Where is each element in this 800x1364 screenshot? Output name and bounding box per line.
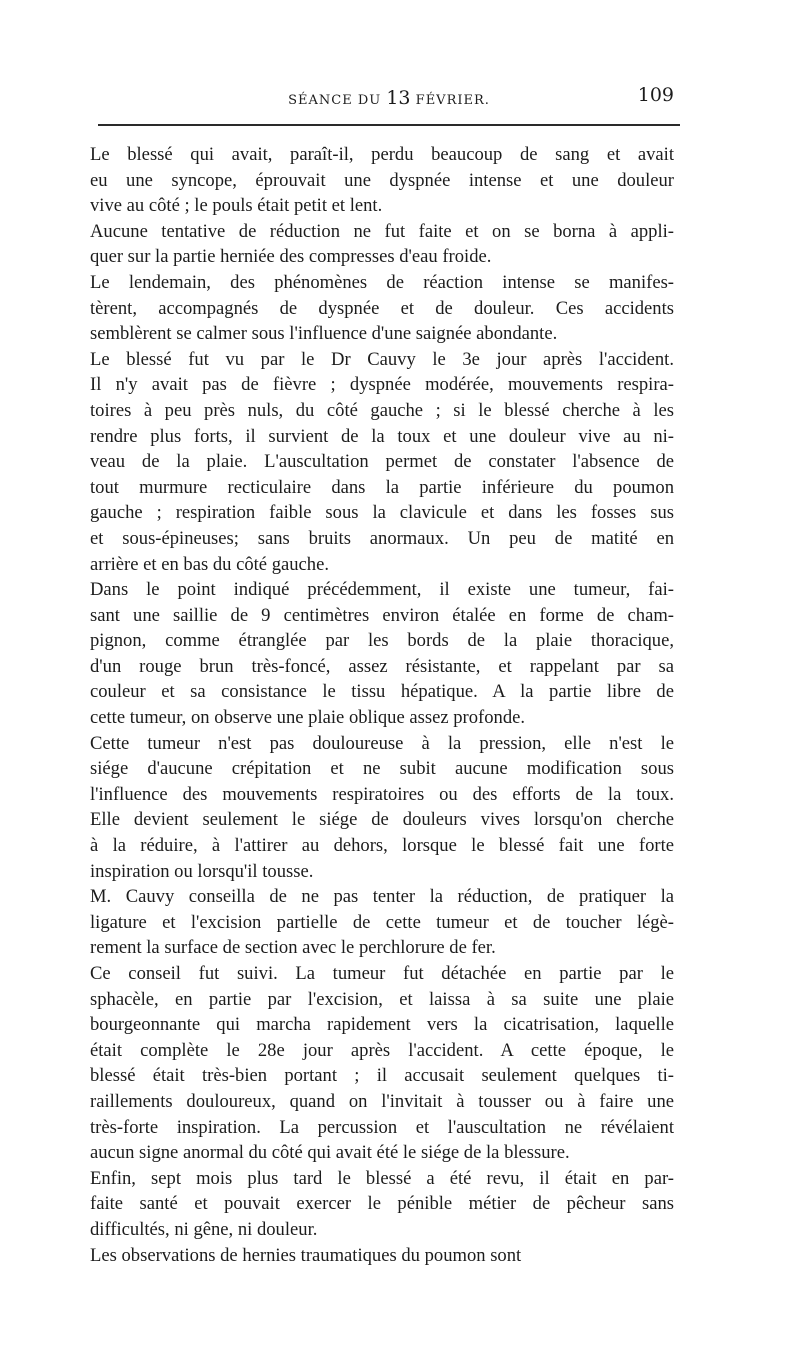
paragraph — [68, 270, 674, 347]
text-line: bourgeonnante qui marcha rapidement vers la cicatrisation, laquelle — [90, 1014, 674, 1036]
paragraph — [68, 142, 674, 219]
text-line: Enfin, sept mois plus tard le blessé a été revu, il était en par- — [90, 1167, 674, 1189]
text-line: et sous-épineuses; sans bruits anormaux. Un peu de matité en — [90, 527, 674, 549]
paragraph — [68, 1166, 674, 1243]
text-line: vive au côté ; le pouls était petit et lent. — [90, 195, 383, 217]
running-title — [98, 87, 680, 109]
page-number: 109 — [637, 84, 674, 106]
text-line: Cette tumeur n'est pas douloureuse à la pression, elle n'est le — [90, 732, 674, 754]
text-line: aucun signe anormal du côté qui avait été le siége de la blessure. — [90, 1142, 570, 1164]
text-line: couleur et sa consistance le tissu hépatique. A la partie libre de — [90, 681, 674, 703]
paragraph — [68, 884, 674, 961]
text-line: M. Cauvy conseilla de ne pas tenter la réduction, de pratiquer la — [90, 886, 674, 908]
paragraph — [68, 219, 674, 270]
text-line: l'influence des mouvements respiratoires ou des efforts de la toux. — [90, 783, 674, 805]
text-line: très-forte inspiration. La percussion et l'auscultation ne révélaient — [90, 1116, 674, 1138]
text-line: eu une syncope, éprouvait une dyspnée intense et une douleur — [90, 169, 674, 191]
running-header — [98, 84, 680, 119]
text-line: Aucune tentative de réduction ne fut faite et on se borna à appli- — [90, 220, 674, 242]
text-line: arrière et en bas du côté gauche. — [90, 553, 330, 575]
running-title-prefix: SÉANCE DU — [288, 93, 382, 108]
text-line: était complète le 28e jour après l'accident. A cette époque, le — [90, 1039, 674, 1061]
paragraph — [68, 1243, 674, 1269]
paragraph — [68, 347, 674, 577]
paragraph — [68, 961, 674, 1166]
text-line: pignon, comme étranglée par les bords de la plaie thoracique, — [90, 630, 674, 652]
text-line: raillements douloureux, quand on l'invitait à tousser ou à faire une — [90, 1090, 674, 1112]
text-line: tout murmure recticulaire dans la partie inférieure du poumon — [90, 476, 674, 498]
text-line: faite santé et pouvait exercer le pénible métier de pêcheur sans — [90, 1193, 674, 1215]
text-line: siége d'aucune crépitation et ne subit aucune modification sous — [90, 758, 674, 780]
text-line: tèrent, accompagnés de dyspnée et de douleur. Ces accidents — [90, 297, 674, 319]
text-line: Le blessé fut vu par le Dr Cauvy le 3e jour après l'accident. — [90, 348, 674, 370]
text-line: blessé était très-bien portant ; il accusait seulement quelques ti- — [90, 1065, 674, 1087]
text-line: rement la surface de section avec le perchlorure de fer. — [90, 937, 496, 959]
paragraph — [68, 577, 674, 731]
text-line: sant une saillie de 9 centimètres environ étalée en forme de cham- — [90, 604, 674, 626]
text-line: quer sur la partie herniée des compresses d'eau froide. — [90, 246, 492, 268]
text-line: veau de la plaie. L'auscultation permet de constater l'absence de — [90, 451, 674, 473]
text-line: d'un rouge brun très-foncé, assez résistante, et rappelant par sa — [90, 655, 674, 677]
paragraph — [68, 731, 674, 885]
body-text — [68, 142, 674, 1268]
text-line: Ce conseil fut suivi. La tumeur fut détachée en partie par le — [90, 963, 674, 984]
text-line: Le blessé qui avait, paraît-il, perdu beaucoup de sang et avait — [90, 144, 674, 165]
text-line: inspiration ou lorsqu'il tousse. — [90, 860, 314, 882]
text-line: toires à peu près nuls, du côté gauche ; si le blessé cherche à les — [90, 399, 674, 421]
text-line: Les observations de hernies traumatiques du poumon sont — [90, 1244, 522, 1266]
running-title-day: 13 — [386, 87, 411, 109]
text-line: Le lendemain, des phénomènes de réaction intense se manifes- — [90, 271, 674, 293]
text-line: cette tumeur, on observe une plaie oblique assez profonde. — [90, 707, 526, 729]
text-line: Il n'y avait pas de fièvre ; dyspnée modérée, mouvements respira- — [90, 374, 674, 396]
header-rule — [98, 124, 680, 126]
text-line: à la réduire, à l'attirer au dehors, lorsque le blessé fait une forte — [90, 835, 674, 857]
text-line: Dans le point indiqué précédemment, il existe une tumeur, fai- — [90, 579, 674, 601]
text-line: sphacèle, en partie par l'excision, et laissa à sa suite une plaie — [90, 988, 674, 1010]
text-line: difficultés, ni gêne, ni douleur. — [90, 1218, 318, 1240]
text-line: ligature et l'excision partielle de cette tumeur et de toucher légè- — [90, 911, 674, 933]
text-line: Elle devient seulement le siége de douleurs vives lorsqu'on cherche — [90, 809, 674, 831]
running-title-month: FÉVRIER. — [415, 93, 490, 108]
text-line: gauche ; respiration faible sous la clavicule et dans les fosses sus — [90, 502, 674, 524]
text-line: semblèrent se calmer sous l'influence d'une saignée abondante. — [90, 323, 558, 345]
text-line: rendre plus forts, il survient de la toux et une douleur vive au ni- — [90, 425, 674, 447]
